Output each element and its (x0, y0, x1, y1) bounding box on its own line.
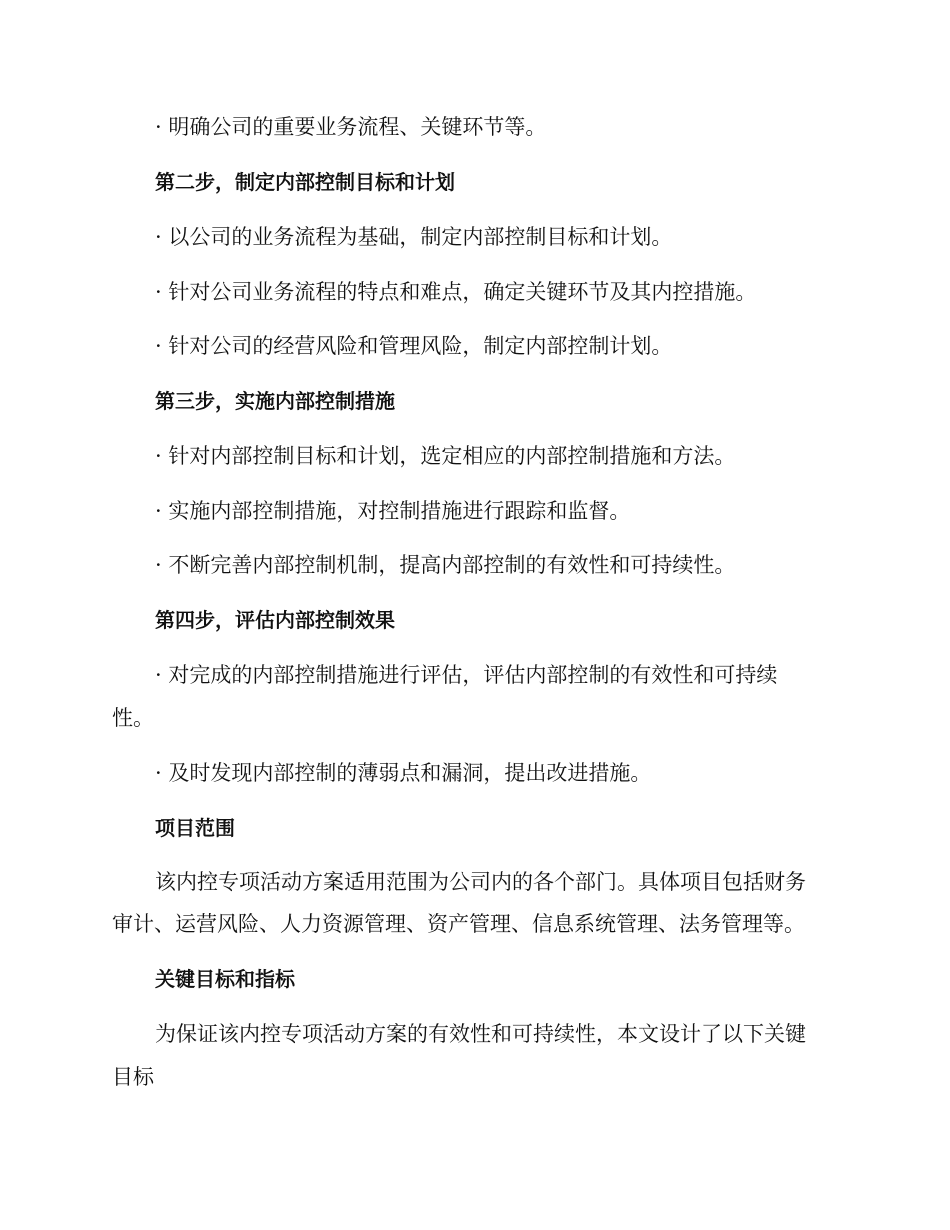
section-heading: 第二步，制定内部控制目标和计划 (155, 170, 455, 194)
bullet-item: · 对完成的内部控制措施进行评估，评估内部控制的有效性和可持续 (155, 663, 778, 687)
paragraph-line: 该内控专项活动方案适用范围为公司内的各个部门。具体项目包括财务 (155, 870, 806, 894)
paragraph-line: 审计、运营风险、人力资源管理、资产管理、信息系统管理、法务管理等。 (112, 912, 805, 936)
bullet-item: · 实施内部控制措施，对控制措施进行跟踪和监督。 (155, 499, 631, 523)
bullet-item: · 明确公司的重要业务流程、关键环节等。 (155, 115, 547, 139)
section-heading: 项目范围 (155, 816, 235, 840)
paragraph-line: 目标 (112, 1065, 154, 1089)
bullet-item: · 及时发现内部控制的薄弱点和漏洞，提出改进措施。 (155, 761, 652, 785)
bullet-item: · 不断完善内部控制机制，提高内部控制的有效性和可持续性。 (155, 553, 736, 577)
section-heading: 第三步，实施内部控制措施 (155, 389, 395, 413)
bullet-item: · 针对内部控制目标和计划，选定相应的内部控制措施和方法。 (155, 444, 736, 468)
bullet-item-continuation: 性。 (112, 706, 154, 730)
section-heading: 第四步，评估内部控制效果 (155, 608, 395, 632)
bullet-item: · 以公司的业务流程为基础，制定内部控制目标和计划。 (155, 225, 673, 249)
bullet-item: · 针对公司业务流程的特点和难点，确定关键环节及其内控措施。 (155, 280, 757, 304)
section-heading: 关键目标和指标 (155, 967, 295, 991)
paragraph-line: 为保证该内控专项活动方案的有效性和可持续性，本文设计了以下关键 (155, 1022, 806, 1046)
bullet-item: · 针对公司的经营风险和管理风险，制定内部控制计划。 (155, 334, 673, 358)
